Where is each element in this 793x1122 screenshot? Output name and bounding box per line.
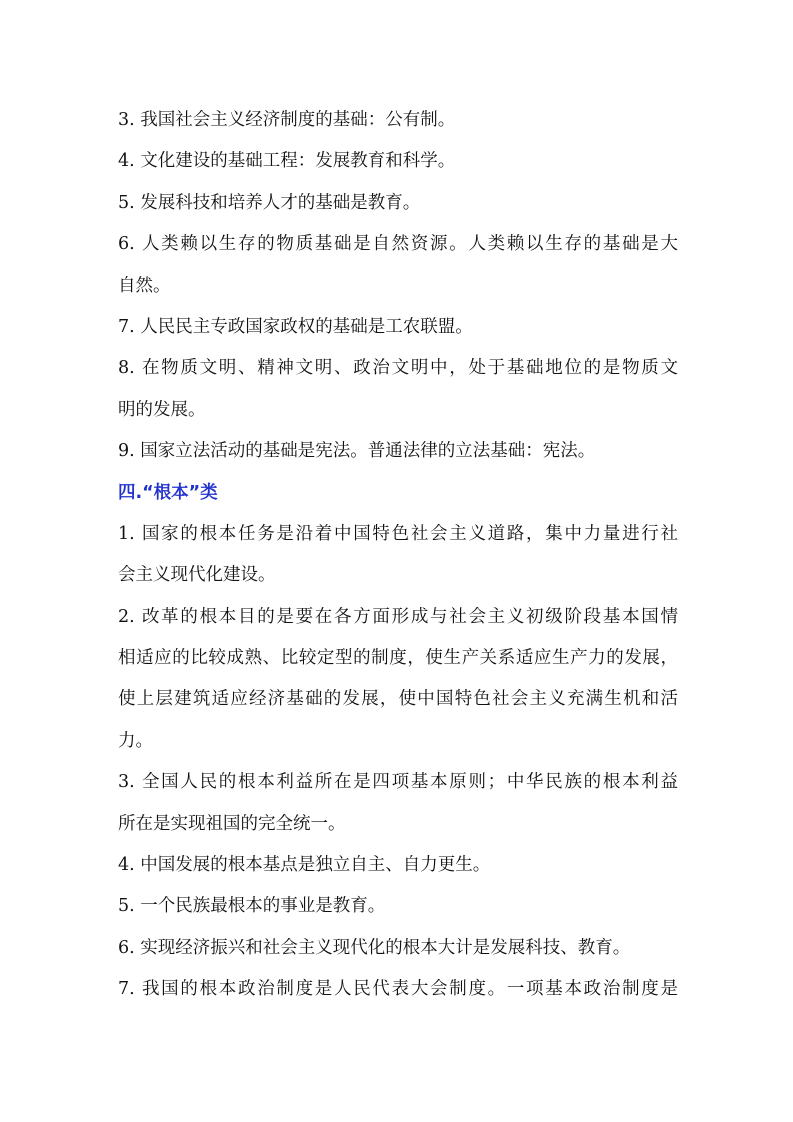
text-line: 3. 我国社会主义经济制度的基础：公有制。 — [118, 110, 456, 130]
text-line: 5. 一个民族最根本的事业是教育。 — [118, 896, 386, 917]
text-line: 7. 人民民主专政国家政权的基础是工农联盟。 — [118, 316, 473, 337]
text-line: 4. 文化建设的基础工程：发展教育和科学。 — [118, 151, 456, 172]
text-line: 会主义现代化建设。 — [118, 565, 276, 586]
text-line: 使上层建筑适应经济基础的发展，使中国特色社会主义充满生机和活 — [118, 689, 678, 710]
text-line: 相适应的比较成熟、比较定型的制度，使生产关系适应生产力的发展， — [118, 648, 678, 669]
text-line: 8. 在物质文明、精神文明、政治文明中，处于基础地位的是物质文 — [118, 358, 678, 379]
text-line: 7. 我国的根本政治制度是人民代表大会制度。一项基本政治制度是 — [118, 979, 678, 1000]
document-page — [118, 100, 678, 1011]
text-line: 2. 改革的根本目的是要在各方面形成与社会主义初级阶段基本国情 — [118, 606, 678, 627]
text-line: 6. 实现经济振兴和社会主义现代化的根本大计是发展科技、教育。 — [118, 937, 631, 958]
text-line: 所在是实现祖国的完全统一。 — [118, 813, 346, 834]
text-line: 1. 国家的根本任务是沿着中国特色社会主义道路，集中力量进行社 — [118, 523, 678, 544]
text-line: 力。 — [118, 730, 153, 751]
text-line: 自然。 — [118, 275, 171, 296]
text-line: 5. 发展科技和培养人才的基础是教育。 — [118, 192, 421, 213]
text-line: 明的发展。 — [118, 399, 206, 420]
text-line: 9. 国家立法活动的基础是宪法。普通法律的立法基础：宪法。 — [118, 441, 596, 462]
text-line: 3. 全国人民的根本利益所在是四项基本原则；中华民族的根本利益 — [118, 772, 678, 793]
text-line: 4. 中国发展的根本基点是独立自主、自力更生。 — [118, 855, 491, 876]
text-line: 6. 人类赖以生存的物质基础是自然资源。人类赖以生存的基础是大 — [118, 234, 678, 255]
section-heading: 四.“根本”类 — [118, 482, 218, 503]
